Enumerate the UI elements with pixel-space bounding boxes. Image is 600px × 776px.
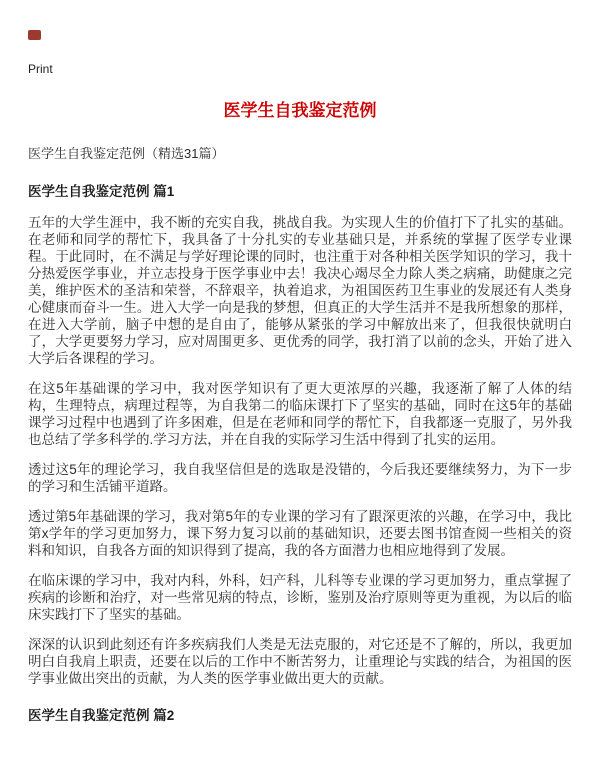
paragraph: 深深的认识到此刻还有许多疾病我们人类是无法克服的，对它还是不了解的，所以，我更加明白自我肩上职责，还要在以后的工作中不断苦努力，让重理论与实践的结合，为祖国的医学事业做出突出的贡献，为人类的医学事业做出更大的贡献。 bbox=[28, 637, 572, 686]
section-heading-1: 医学生自我鉴定范例 篇1 bbox=[28, 184, 175, 199]
page-title: 医学生自我鉴定范例 bbox=[223, 101, 377, 120]
article-subtitle: 医学生自我鉴定范例（精选31篇） bbox=[28, 146, 225, 161]
section-heading-2: 医学生自我鉴定范例 篇2 bbox=[28, 708, 175, 723]
paragraph: 五年的大学生涯中，我不断的充实自我，挑战自我。为实现人生的价值打下了扎实的基础。在老师和同学的帮忙下，我具备了十分扎实的专业基础只是，并系统的掌握了医学专业课程。于此同时，在不满足与学好理论课的同时，也注重于对各种相关医学知识的学习，我十分热爱医学事业，并立志投身于医学事业中去！我决心竭尽全力除人类之病痛，助健康之完美，维护医术的圣洁和荣誉，不辞艰辛，执着追求，为祖国医药卫生事业的发展还有人类身心健康而奋斗一生。进入大学一向是我的梦想，但真正的大学生活并不是我所想象的那样，在进入大学前，脑子中想的是自由了，能够从紧张的学习中解放出来了，但我很快就明白了，大学更要努力学习，应对周围更多、更优秀的同学，我打消了以前的念头，开始了进入大学后各课程的学习。 bbox=[28, 215, 572, 366]
paragraph: 在这5年基础课的学习中，我对医学知识有了更大更浓厚的兴趣，我逐渐了解了人体的结构，生理特点，病理过程等，为自我第二的临床课打下了坚实的基础，同时在这5年的基础课学习过程中也遇到了许多困难，但是在老师和同学的帮忙下，自我都逐一克服了，另外我也总结了学多科学的.学习方法，并在自我的实际学习生活中得到了扎实的运用。 bbox=[28, 381, 572, 447]
site-favicon-icon bbox=[28, 30, 41, 40]
paragraph: 透过第5年基础课的学习，我对第5年的专业课的学习有了跟深更浓的兴趣，在学习中，我比第x学年的学习更加努力，课下努力复习以前的基础知识，还要去图书馆查阅一些相关的资料和知识，自我各方面的知识得到了提高，我的各方面潜力也相应地得到了发展。 bbox=[28, 509, 572, 558]
paragraph: 在临床课的学习中，我对内科，外科，妇产科，儿科等专业课的学习更加努力，重点掌握了疾病的诊断和治疗，对一些常见病的特点，诊断，鉴别及治疗原则等更为重视，为以后的临床实践打下了坚实的基础。 bbox=[28, 573, 572, 622]
print-link[interactable]: Print bbox=[28, 62, 53, 76]
paragraph: 透过这5年的理论学习，我自我坚信但是的选取是没错的，今后我还要继续努力，为下一步的学习和生活铺平道路。 bbox=[28, 462, 572, 494]
